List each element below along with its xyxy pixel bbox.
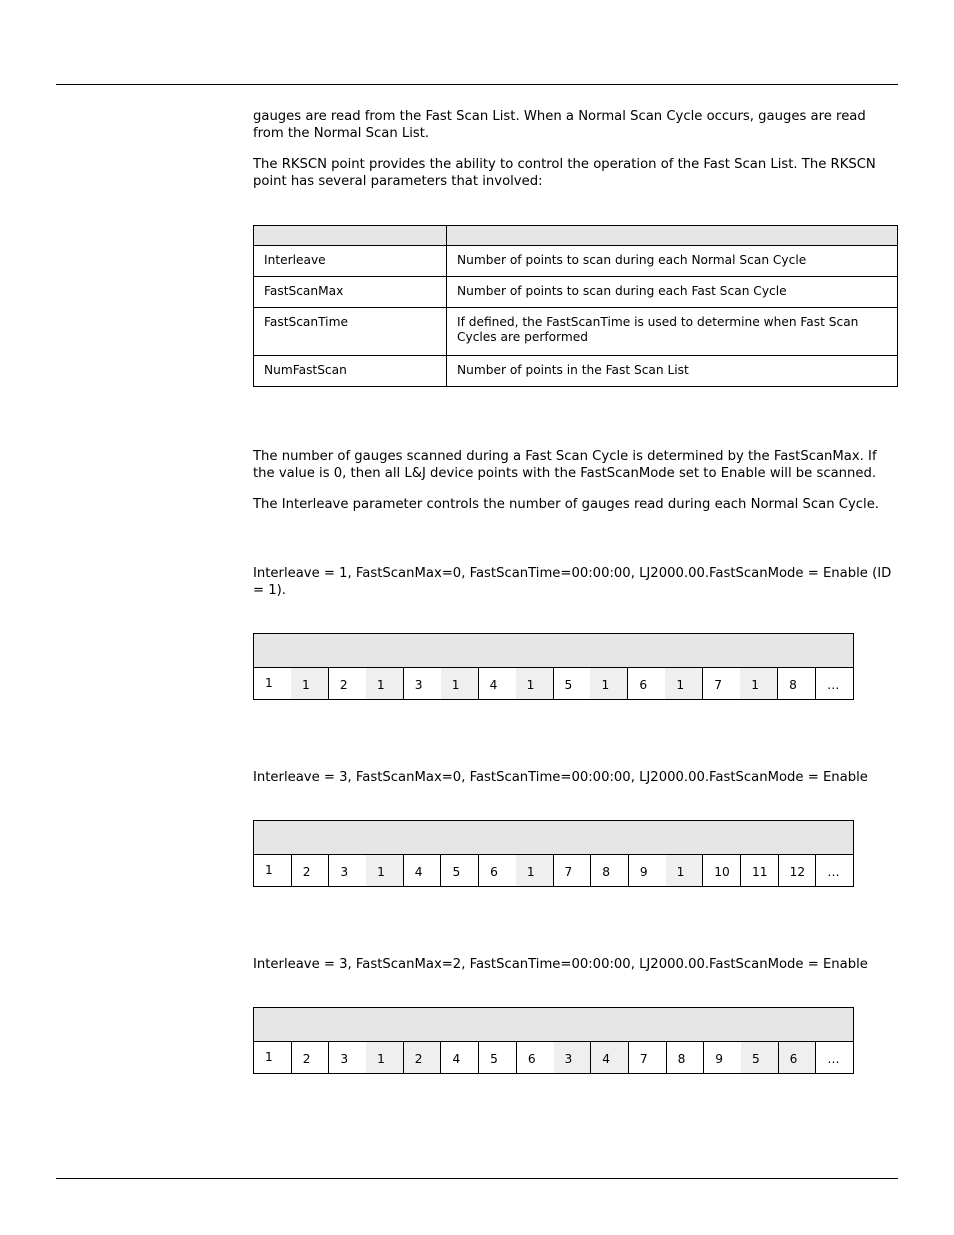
normal-scan-cell: 11 (740, 855, 778, 886)
example-3-caption: Interleave = 3, FastScanMax=2, FastScanTime=00:00:00, LJ2000.00.FastScanMode = Enable (253, 957, 868, 972)
fast-scan-cell: 1 (366, 855, 403, 886)
normal-scan-cell: … (815, 1042, 853, 1073)
fast-scan-cell: 1 (516, 855, 553, 886)
parameter-description: Number of points in the Fast Scan List (447, 356, 898, 387)
paragraph-interleave: The Interleave parameter controls the number of gauges read during each Normal Scan Cycle. (253, 497, 879, 512)
footer-rule (56, 1178, 898, 1179)
paragraph-fastscanmax: The number of gauges scanned during a Fast Scan Cycle is determined by the FastScanMax. If the value is 0, then all L&J device points with the FastScanMode set to Enable will be scanned. (253, 449, 877, 481)
parameter-description: Number of points to scan during each Normal Scan Cycle (447, 246, 898, 277)
scan-table-header (253, 633, 854, 667)
parameter-description: Number of points to scan during each Fast Scan Cycle (447, 277, 898, 308)
example-1-caption: Interleave = 1, FastScanMax=0, FastScanTime=00:00:00, LJ2000.00.FastScanMode = Enable (ID = 1). (253, 566, 892, 598)
normal-scan-cell: 4 (440, 1042, 478, 1073)
scan-table-header (253, 820, 854, 854)
parameter-table (253, 225, 898, 387)
normal-scan-cell: 8 (777, 668, 815, 699)
header-rule (56, 84, 898, 85)
normal-scan-cell: 1 (254, 668, 291, 699)
fast-scan-cell: 1 (366, 1042, 403, 1073)
parameter-name: FastScanMax (254, 277, 447, 308)
normal-scan-cell: 9 (628, 855, 666, 886)
fast-scan-cell: 1 (291, 668, 328, 699)
scan-table-example-3 (253, 1007, 854, 1074)
parameter-row (254, 277, 898, 308)
normal-scan-cell: 6 (478, 855, 516, 886)
normal-scan-cell: 4 (403, 855, 441, 886)
parameter-row (254, 308, 898, 356)
normal-scan-cell: 5 (478, 1042, 516, 1073)
scan-sequence-row (253, 1041, 854, 1074)
fast-scan-cell: 1 (441, 668, 478, 699)
normal-scan-cell: 6 (516, 1042, 554, 1073)
fast-scan-cell: 1 (666, 855, 703, 886)
normal-scan-cell: 2 (291, 855, 329, 886)
normal-scan-cell: 12 (778, 855, 816, 886)
fast-scan-cell: 3 (554, 1042, 591, 1073)
normal-scan-cell: 7 (702, 668, 740, 699)
normal-scan-cell: 1 (254, 855, 291, 886)
parameter-name: FastScanTime (254, 308, 447, 356)
parameter-name: NumFastScan (254, 356, 447, 387)
example-2-caption: Interleave = 3, FastScanMax=0, FastScanTime=00:00:00, LJ2000.00.FastScanMode = Enable (253, 770, 868, 785)
normal-scan-cell: 6 (627, 668, 665, 699)
normal-scan-cell: 10 (702, 855, 740, 886)
parameter-description: If defined, the FastScanTime is used to determine when Fast Scan Cycles are performed (447, 308, 898, 356)
fast-scan-cell: 5 (741, 1042, 778, 1073)
parameter-name: Interleave (254, 246, 447, 277)
scan-sequence-row (253, 667, 854, 700)
scan-table-header (253, 1007, 854, 1041)
normal-scan-cell: 4 (478, 668, 516, 699)
scan-table-example-2 (253, 820, 854, 887)
normal-scan-cell: 8 (666, 1042, 704, 1073)
fast-scan-cell: 1 (516, 668, 553, 699)
fast-scan-cell: 2 (403, 1042, 441, 1073)
parameter-row (254, 356, 898, 387)
paragraph-rkscn-intro: The RKSCN point provides the ability to control the operation of the Fast Scan List. The RKSCN point has several parameters that involved: (253, 157, 876, 189)
parameter-table-header (254, 226, 898, 246)
paragraph-scan-lists: gauges are read from the Fast Scan List. When a Normal Scan Cycle occurs, gauges are read from the Normal Scan List. (253, 109, 866, 141)
scan-sequence-row (253, 854, 854, 887)
normal-scan-cell: 2 (328, 668, 366, 699)
fast-scan-cell: 1 (590, 668, 627, 699)
normal-scan-cell: 5 (553, 668, 591, 699)
normal-scan-cell: 7 (553, 855, 591, 886)
fast-scan-cell: 1 (366, 668, 403, 699)
fast-scan-cell: 1 (665, 668, 702, 699)
fast-scan-cell: 4 (590, 1042, 628, 1073)
normal-scan-cell: 1 (254, 1042, 291, 1073)
normal-scan-cell: 8 (590, 855, 628, 886)
normal-scan-cell: 9 (703, 1042, 741, 1073)
fast-scan-cell: 6 (778, 1042, 816, 1073)
parameter-row (254, 246, 898, 277)
normal-scan-cell: … (815, 668, 853, 699)
scan-table-example-1 (253, 633, 854, 700)
normal-scan-cell: … (815, 855, 853, 886)
normal-scan-cell: 3 (328, 1042, 366, 1073)
normal-scan-cell: 7 (628, 1042, 666, 1073)
normal-scan-cell: 3 (403, 668, 441, 699)
normal-scan-cell: 5 (440, 855, 478, 886)
normal-scan-cell: 3 (328, 855, 366, 886)
fast-scan-cell: 1 (740, 668, 777, 699)
normal-scan-cell: 2 (291, 1042, 329, 1073)
